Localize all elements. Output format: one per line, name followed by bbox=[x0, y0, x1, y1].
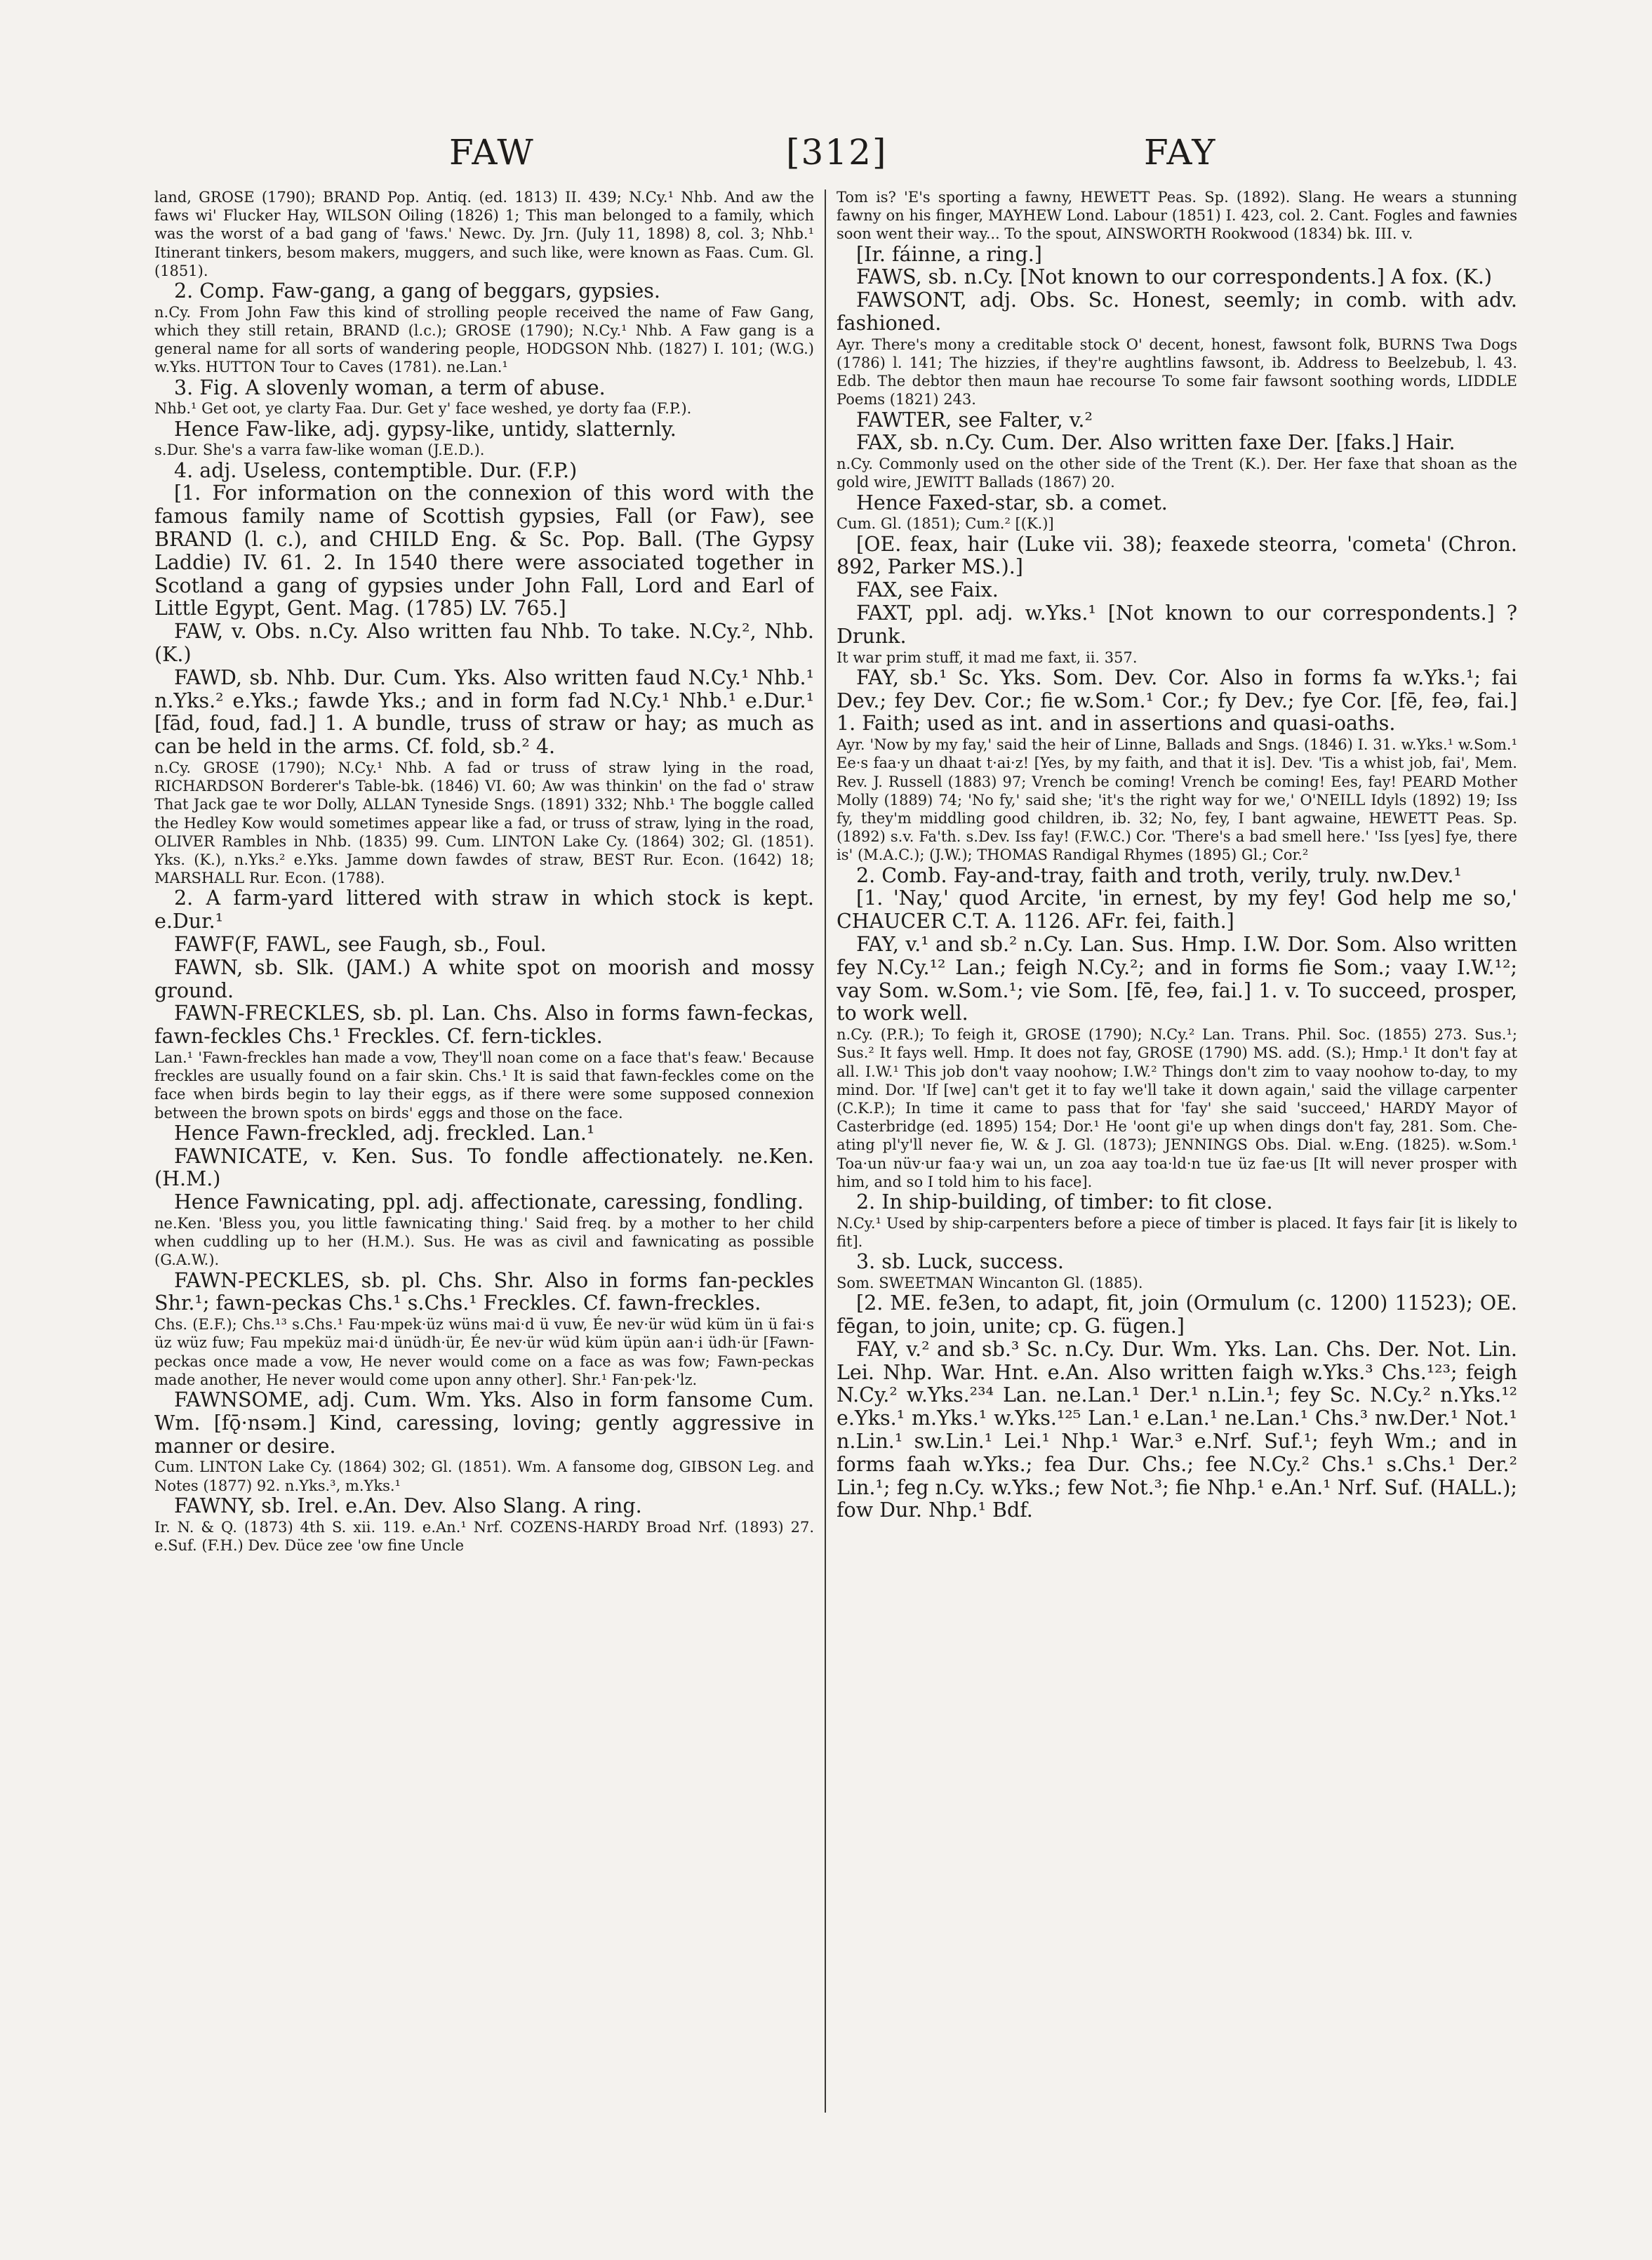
left-headword: FAW bbox=[449, 132, 535, 173]
definition-block: 4. adj. Useless, contemptible. Dur. (F.P.) bbox=[174, 458, 578, 482]
right-column bbox=[837, 188, 1517, 2111]
definition-block: FAX, sb. n.Cy. Cum. Der. Also written faxe Der. [faks.] Hair. bbox=[856, 431, 1456, 455]
definition-block: FAWNSOME, adj. Cum. Wm. Yks. Also in form fansome Cum. Wm. [fǭ·nsəm.] Kind, caressing, loving; gently aggressive in manner or desire. bbox=[154, 1388, 814, 1458]
definition-block: Hence Fawnicating, ppl. adj. affectionate, caressing, fondling. bbox=[174, 1190, 804, 1214]
quotation-block: Tom is? 'E's sporting a fawny, HEWETT Peas. Sp. (1892). Slang. He wears a stunning fawny on his finger, MAYHEW Lond. Labour (1851) I. 423, col. 2. Cant. Fogles and fawnies soon went their way... To the spout, AINSWORTH Rookwood (1834) bk. III. v. bbox=[837, 189, 1517, 243]
definition-block: [1. 'Nay,' quod Arcite, 'in ernest, by my fey! God help me so,' CHAUCER C.T. A. 1126. AFr. fei, faith.] bbox=[837, 886, 1517, 933]
definition-block: FAWTER, see Falter, v.² bbox=[856, 408, 1093, 432]
quotation-block: Som. SWEETMAN Wincanton Gl. (1885). bbox=[837, 1275, 1143, 1292]
definition-block: FAXT, ppl. adj. w.Yks.¹ [Not known to our correspondents.] ? Drunk. bbox=[837, 601, 1517, 648]
quotation-block: Ayr. There's mony a creditable stock O' decent, honest, fawsont folk, BURNS Twa Dogs (1786) l. 141; The hizzies, if they're aughtlins fawsont, ib. Address to Beelzebub, l. 43. Edb. The debtor then maun hae recourse To some fair fawsont soothing words, LIDDLE Poems (1821) 243. bbox=[837, 335, 1517, 408]
definition-block: 3. Fig. A slovenly woman, a term of abuse. bbox=[174, 375, 606, 399]
definition-block: FAWNY, sb. Irel. e.An. Dev. Also Slang. A ring. bbox=[174, 1494, 642, 1517]
definition-block: FAX, see Faix. bbox=[856, 578, 999, 602]
definition-block: [1. For information on the connexion of this word with the famous family name of Scottish gypsies, Fall (or Faw), see BRAND (l. c.), and CHILD Eng. & Sc. Pop. Ball. (The Gypsy Laddie) IV. 61. 2. In 1540 there were associated together in Scotland a gang of gypsies under John Fall, Lord and Earl of Little Egypt, Gent. Mag. (1785) LV. 765.] bbox=[154, 481, 814, 620]
definition-block: Hence Fawn-freckled, adj. freckled. Lan.¹ bbox=[174, 1121, 595, 1145]
definition-block: FAWN-FRECKLES, sb. pl. Lan. Chs. Also in forms fawn-feckas, fawn-feckles Chs.¹ Freckles. Cf. fern-tickles. bbox=[154, 1002, 814, 1049]
quotation-block: Nhb.¹ Get oot, ye clarty Faa. Dur. Get y' face weshed, ye dorty faa (F.P.). bbox=[154, 400, 692, 418]
definition-block: Hence Faxed-star, sb. a comet. bbox=[856, 491, 1168, 514]
quotation-block: n.Cy. (P.R.); To feigh it, GROSE (1790); N.Cy.² Lan. Trans. Phil. Soc. (1855) 273. Sus.¹; Sus.² It fays well. Hmp. It does not fay, GROSE (1790) MS. add. (S.); Hmp.¹ It don't fay at all. I.W.¹ This job don't vaay noohow; I.W.² Things don't zim to vaay noohow to-day, to my mind. Dor. 'If [we] can't get it to fay we'll take it down again,' said the village carpenter (C.K.P.); In time it came to pass that for 'fay' she said 'succeed,' HARDY Mayor of Casterbridge (ed. 1895) 154; Dor.¹ He 'oont gi'e up when dings don't fay, 281. Som. Che-ating pl'y'll never fie, W. & J. Gl. (1873); JENNINGS Obs. Dial. w.Eng. (1825). w.Som.¹ Toa·un nüv·ur faa·y wai un, un zoa aay toa·ld·n tue üz fae·us [It will never prosper with him, and so I told him to his face]. bbox=[837, 1026, 1517, 1190]
quotation-block: s.Dur. She's a varra faw-like woman (J.E.D.). bbox=[154, 441, 485, 459]
page-number: [312] bbox=[786, 132, 888, 173]
definition-block: Hence Faw-like, adj. gypsy-like, untidy, slatternly. bbox=[174, 417, 677, 441]
running-header bbox=[140, 132, 1533, 188]
quotation-block: It war prim stuff, it mad me faxt, ii. 357. bbox=[837, 649, 1138, 666]
definition-block: FAY, v.² and sb.³ Sc. n.Cy. Dur. Wm. Yks. Lan. Chs. Der. Not. Lin. Lei. Nhp. War. Hnt. e.An. Also written faigh w.Yks.³ Chs.¹²³; feigh N.Cy.² w.Yks.²³⁴ Lan. ne.Lan.¹ Der.¹ n.Lin.¹; fey Sc. N.Cy.² n.Yks.¹² e.Yks.¹ m.Yks.¹ w.Yks.¹²⁵ Lan.¹ e.Lan.¹ ne.Lan.¹ Chs.³ nw.Der.¹ Not.¹ n.Lin.¹ sw.Lin.¹ Lei.¹ Nhp.¹ War.³ e.Nrf. Suf.¹; feyh Wm.; and in forms faah w.Yks.; fea Dur. Chs.; fee N.Cy.² Chs.¹ s.Chs.¹ Der.² Lin.¹; feg n.Cy. w.Yks.; few Not.³; fie Nhp.¹ e.An.¹ Nrf. Suf. (HALL.); fow Dur. Nhp.¹ Bdf. bbox=[837, 1337, 1517, 1522]
left-column bbox=[154, 188, 814, 2111]
quotation-block: ne.Ken. 'Bless you, you little fawnicating thing.' Said freq. by a mother to her child when cuddling up to her (H.M.). Sus. He was as civil and fawnicating as possible (G.A.W.). bbox=[154, 1214, 814, 1269]
definition-block: [OE. feax, hair (Luke vii. 38); feaxede steorra, 'cometa' (Chron. 892, Parker MS.).] bbox=[837, 532, 1517, 579]
quotation-block: n.Cy. From John Faw this kind of strolling people received the name of Faw Gang, which they still retain, BRAND (l.c.); GROSE (1790); N.Cy.¹ Nhb. A Faw gang is a general name for all sorts of wandering people, HODGSON Nhb. (1827) I. 101; (W.G.) w.Yks. HUTTON Tour to Caves (1781). ne.Lan.¹ bbox=[154, 303, 814, 376]
quotation-block: Ir. N. & Q. (1873) 4th S. xii. 119. e.An.¹ Nrf. COZENS-HARDY Broad Nrf. (1893) 27. e.Suf. (F.H.) Dev. Düce zee 'ow fine Uncle bbox=[154, 1518, 814, 1554]
column-divider bbox=[825, 190, 826, 2113]
quotation-block: Cum. LINTON Lake Cy. (1864) 302; Gl. (1851). Wm. A fansome dog, GIBSON Leg. and Notes (1877) 92. n.Yks.³, m.Yks.¹ bbox=[154, 1458, 814, 1494]
definition-block: FAWNICATE, v. Ken. Sus. To fondle affectionately. ne.Ken. (H.M.) bbox=[154, 1144, 814, 1191]
definition-block: FAWS, sb. n.Cy. [Not known to our correspondents.] A fox. (K.) bbox=[856, 265, 1493, 289]
definition-block: FAW, v. Obs. n.Cy. Also written fau Nhb. To take. N.Cy.², Nhb. (K.) bbox=[154, 620, 814, 666]
quotation-block: N.Cy.¹ Used by ship-carpenters before a piece of timber is placed. It fays fair [it is likely to fit]. bbox=[837, 1214, 1517, 1251]
definition-block: FAWSONT, adj. Obs. Sc. Honest, seemly; in comb. with adv. fashioned. bbox=[837, 288, 1517, 335]
definition-block: FAWF(F, FAWL, see Faugh, sb., Foul. bbox=[174, 933, 547, 956]
quotation-block: Cum. Gl. (1851); Cum.² [(K.)] bbox=[837, 515, 1054, 533]
definition-block: FAWN-PECKLES, sb. pl. Chs. Shr. Also in forms fan-peckles Shr.¹; fawn-peckas Chs.¹ s.Chs.¹ Freckles. Cf. fawn-freckles. bbox=[154, 1268, 814, 1315]
definition-block: 2. A farm-yard littered with straw in which stock is kept. e.Dur.¹ bbox=[154, 886, 814, 933]
definition-block: FAY, sb.¹ Sc. Yks. Som. Dev. Cor. Also in forms fa w.Yks.¹; fai Dev.; fey Dev. Cor.; fie w.Som.¹ Cor.; fy Dev.; fye Cor. [fē, feə, fai.] 1. Faith; used as int. and in assertions and quasi-oaths. bbox=[837, 665, 1517, 736]
definition-block: FAWN, sb. Slk. (JAM.) A white spot on moorish and mossy ground. bbox=[154, 955, 814, 1002]
quotation-block: land, GROSE (1790); BRAND Pop. Antiq. (ed. 1813) II. 439; N.Cy.¹ Nhb. And aw the faws wi' Flucker Hay, WILSON Oiling (1826) 1; This man belonged to a family, which was the worst of a bad gang of 'faws.' Newc. Dy. Jrn. (July 11, 1898) 8, col. 3; Nhb.¹ Itinerant tinkers, besom makers, muggers, and such like, were known as Faas. Cum. Gl. (1851). bbox=[154, 189, 814, 279]
definition-block: FAY, v.¹ and sb.² n.Cy. Lan. Sus. Hmp. I.W. Dor. Som. Also written fey N.Cy.¹² Lan.; feigh N.Cy.²; and in forms fie Som.; vaay I.W.¹²; vay Som. w.Som.¹; vie Som. [fē, feə, fai.] 1. v. To succeed, prosper, to work well. bbox=[837, 933, 1517, 1025]
definition-block: 3. sb. Luck, success. bbox=[856, 1250, 1064, 1274]
definition-block: FAWD, sb. Nhb. Dur. Cum. Yks. Also written faud N.Cy.¹ Nhb.¹ n.Yks.² e.Yks.; fawde Yks.; and in form fad N.Cy.¹ Nhb.¹ e.Dur.¹ [fād, foud, fad.] 1. A bundle, truss of straw or hay; as much as can be held in the arms. Cf. fold, sb.² 4. bbox=[154, 665, 814, 759]
definition-block: 2. In ship-building, of timber: to fit close. bbox=[856, 1190, 1273, 1214]
quotation-block: n.Cy. Commonly used on the other side of the Trent (K.). Der. Her faxe that shoan as the gold wire, JEWITT Ballads (1867) 20. bbox=[837, 456, 1517, 491]
right-headword: FAY bbox=[1144, 132, 1217, 173]
quotation-block: Ayr. 'Now by my fay,' said the heir of Linne, Ballads and Sngs. (1846) I. 31. w.Yks.¹ w.Som.¹ Ee·s faa·y un dhaat t·ai·z! [Yes, by my faith, and that it is]. Dev. 'Tis a whist job, fai', Mem. Rev. J. Russell (1883) 97; Vrench be coming! Vrench be coming! Ees, fay! PEARD Mother Molly (1889) 74; 'No fy,' said she; 'it's the right way for we,' O'NEILL Idyls (1892) 19; Iss fy, they'm middling good children, ib. 32; No, fey, I bant agwaine, HEWETT Peas. Sp. (1892) s.v. Fa'th. s.Dev. Iss fay! (F.W.C.) Cor. 'There's a bad smell here.' 'Iss [yes] fye, there is' (M.A.C.); (J.W.); THOMAS Randigal Rhymes (1895) Gl.; Cor.² bbox=[837, 736, 1517, 864]
quotation-block: n.Cy. GROSE (1790); N.Cy.¹ Nhb. A fad or truss of straw lying in the road, RICHARDSON Borderer's Table-bk. (1846) VI. 60; Aw was thinkin' on the fad o' straw That Jack gae te wor Dolly, ALLAN Tyneside Sngs. (1891) 332; Nhb.¹ The boggle called the Hedley Kow would sometimes appear like a fad, or truss of straw, lying in the road, OLIVER Rambles in Nhb. (1835) 99. Cum. LINTON Lake Cy. (1864) 302; Gl. (1851). Yks. (K.), n.Yks.² e.Yks. Jamme down fawdes of straw, BEST Rur. Econ. (1642) 18; MARSHALL Rur. Econ. (1788). bbox=[154, 759, 814, 887]
definition-block: [2. ME. fe3en, to adapt, fit, join (Ormulum (c. 1200) 11523); OE. fēgan, to join, unite; cp. G. fügen.] bbox=[837, 1291, 1517, 1338]
quotation-block: Chs. (E.F.); Chs.¹³ s.Chs.¹ Fau·mpek·üz wüns mai·d ü vuw, Ée nev·ür wüd küm ün ü fai·s üz wüz fuw; Fau mpeküz mai·d ünüdh·ür, Ée nev·ür wüd küm üpün aan·i üdh·ür [Fawn-peckas once made a vow, He never would come on a face as was fow; Fawn-peckas made another, He never would come upon anny other]. Shr.¹ Fan·pek·'lz. bbox=[154, 1316, 814, 1388]
definition-block: [Ir. fáinne, a ring.] bbox=[856, 242, 1042, 266]
definition-block: 2. Comp. Faw-gang, a gang of beggars, gypsies. bbox=[174, 279, 660, 303]
definition-block: 2. Comb. Fay-and-tray, faith and troth, verily, truly. nw.Dev.¹ bbox=[856, 863, 1462, 887]
quotation-block: Lan.¹ 'Fawn-freckles han made a vow, They'll noan come on a face that's feaw.' Because freckles are usually found on a fair skin. Chs.¹ It is said that fawn-feckles come on the face when birds begin to lay their eggs, as if there were some supposed connexion between the brown spots on birds' eggs and those on the face. bbox=[154, 1049, 814, 1122]
